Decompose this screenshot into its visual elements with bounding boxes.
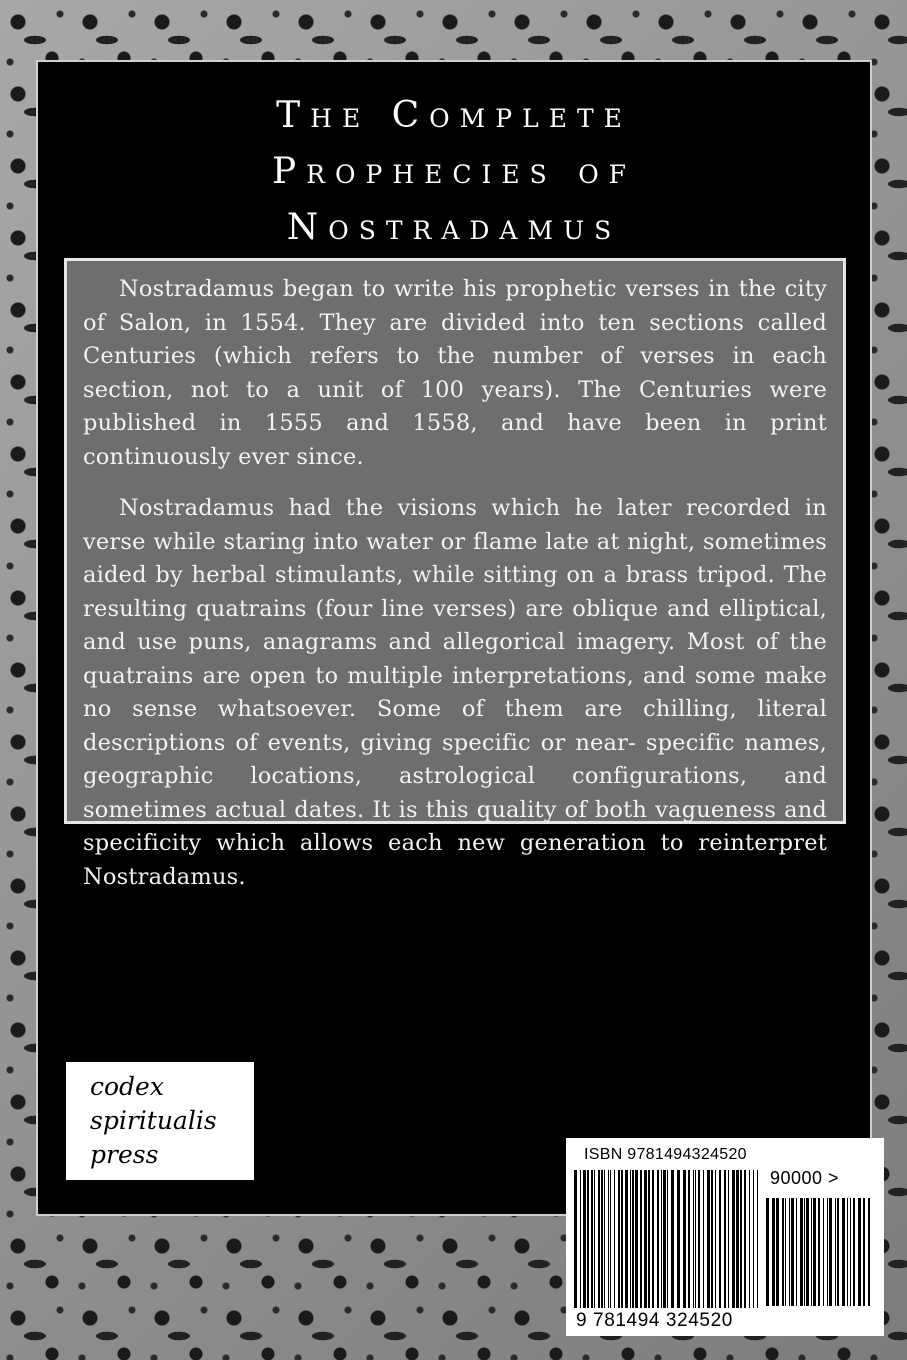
barcode-bar (707, 1170, 710, 1308)
barcode-bar (772, 1198, 775, 1306)
barcode-bar (667, 1170, 668, 1308)
barcode-bar (858, 1198, 861, 1306)
barcode-bar (693, 1170, 694, 1308)
barcode-bar (648, 1170, 650, 1308)
barcode-bar (732, 1170, 735, 1308)
barcode-bar (850, 1198, 851, 1306)
barcode-bar (663, 1170, 666, 1308)
barcode-bar (614, 1170, 615, 1308)
barcode-bar (827, 1198, 828, 1306)
barcode-bar (842, 1198, 845, 1306)
title-line: Nostradamus (286, 207, 622, 248)
barcode-bar (591, 1170, 593, 1308)
barcode-bars-icon (574, 1170, 762, 1308)
barcode-bar (829, 1198, 832, 1306)
barcode-bar (618, 1170, 620, 1308)
barcode-bar (847, 1198, 848, 1306)
barcode-bar (661, 1170, 662, 1308)
barcode-bar (677, 1170, 680, 1308)
barcode-bar (698, 1170, 700, 1308)
barcode-bar (583, 1170, 586, 1308)
barcode-bar (711, 1170, 713, 1308)
barcode-bar (652, 1170, 654, 1308)
title-line: The Complete (276, 95, 632, 136)
barcode-bar (728, 1170, 729, 1308)
barcode-bar (715, 1170, 716, 1308)
barcode-bar (804, 1198, 805, 1306)
barcode-bar (688, 1170, 690, 1308)
publisher-logo (66, 1062, 254, 1180)
barcode-bar (796, 1198, 797, 1306)
barcode-bar (800, 1198, 803, 1306)
barcode-bar (766, 1198, 769, 1306)
barcode-bar (753, 1170, 754, 1308)
barcode-bar (868, 1198, 870, 1306)
barcode-bar (621, 1170, 623, 1308)
barcode-bar (740, 1170, 742, 1308)
isbn-label: ISBN 9781494324520 (584, 1146, 747, 1163)
barcode-bar (695, 1170, 696, 1308)
barcode-bar (744, 1170, 746, 1308)
barcode-bar (724, 1170, 726, 1308)
barcode-bar (580, 1170, 581, 1308)
barcode-bar (853, 1198, 855, 1306)
barcode-bar (640, 1170, 642, 1308)
isbn-barcode (566, 1138, 884, 1336)
barcode-bar (671, 1170, 674, 1308)
barcode-bar (604, 1170, 605, 1308)
barcode-bar (601, 1170, 603, 1308)
barcode-bar (635, 1170, 638, 1308)
price-code: 90000 > (770, 1168, 840, 1188)
barcode-bar (813, 1198, 816, 1306)
barcode-bar (703, 1170, 704, 1308)
back-cover-panel (36, 60, 872, 1216)
barcode-bar (608, 1170, 609, 1308)
blurb-paragraph: Nostradamus had the visions which he later recorded in verse while staring into water or flame late at night, sometimes aided by herbal stimulants, while sitting on a brass tripod. The resulting quatrains (four line verses) are oblique and elliptical, and use puns, anagrams and allegorical imagery. Most of the quatrains are open to multiple interpretations, and some make no sense whatsoever. Some of them are chilling, literal descriptions of events, giving specific or near- specific names, geographic locations, astrological configurations, and sometimes actual dates. It is this quality of both vagueness and specificity which allows each new generation to reinterpret Nostradamus. (83, 495, 827, 890)
publisher-line: press (90, 1140, 159, 1169)
barcode-bar (719, 1170, 721, 1308)
barcode-bar (776, 1198, 779, 1306)
barcode-bar (806, 1198, 809, 1306)
barcode-bar (863, 1198, 865, 1306)
barcode-bar (683, 1170, 686, 1308)
barcode-bar (632, 1170, 634, 1308)
barcode-bar (736, 1170, 739, 1308)
blurb-box (64, 258, 846, 890)
barcode-bar (818, 1198, 820, 1306)
barcode-bar (598, 1170, 600, 1308)
barcode-bar (835, 1198, 836, 1306)
barcode-bar (749, 1170, 750, 1308)
barcode-bar (630, 1170, 631, 1308)
barcode-bar (657, 1170, 659, 1308)
barcode-bar (811, 1198, 812, 1306)
blurb-paragraph: Nostradamus began to write his prophetic verses in the city of Salon, in 1554. They are divided into ten sections called Centuries (which refers to the number of verses in each section, not to a unit of 100 years). The Centuries were published in 1555 and 1558, and have been in print continuously ever since. (83, 276, 827, 470)
title-line: Prophecies of (271, 151, 637, 192)
book-title (38, 88, 870, 256)
barcode-bar (757, 1170, 758, 1308)
barcode-bar (594, 1170, 595, 1308)
barcode-bar (785, 1198, 786, 1306)
barcode-bar (837, 1198, 839, 1306)
barcode-bar (644, 1170, 647, 1308)
publisher-line: spiritualis (90, 1106, 217, 1135)
publisher-line: codex (90, 1072, 164, 1101)
barcode-bar (791, 1198, 794, 1306)
barcode-bar (625, 1170, 628, 1308)
barcode-bar (610, 1170, 611, 1308)
barcode-bar (789, 1198, 790, 1306)
barcode-bar (823, 1198, 824, 1306)
barcode-bar (782, 1198, 784, 1306)
barcode-bar (574, 1170, 577, 1308)
barcode-bar (587, 1170, 589, 1308)
isbn-digits: 9 781494 324520 (576, 1310, 733, 1331)
addon-barcode-bars-icon (766, 1198, 870, 1306)
